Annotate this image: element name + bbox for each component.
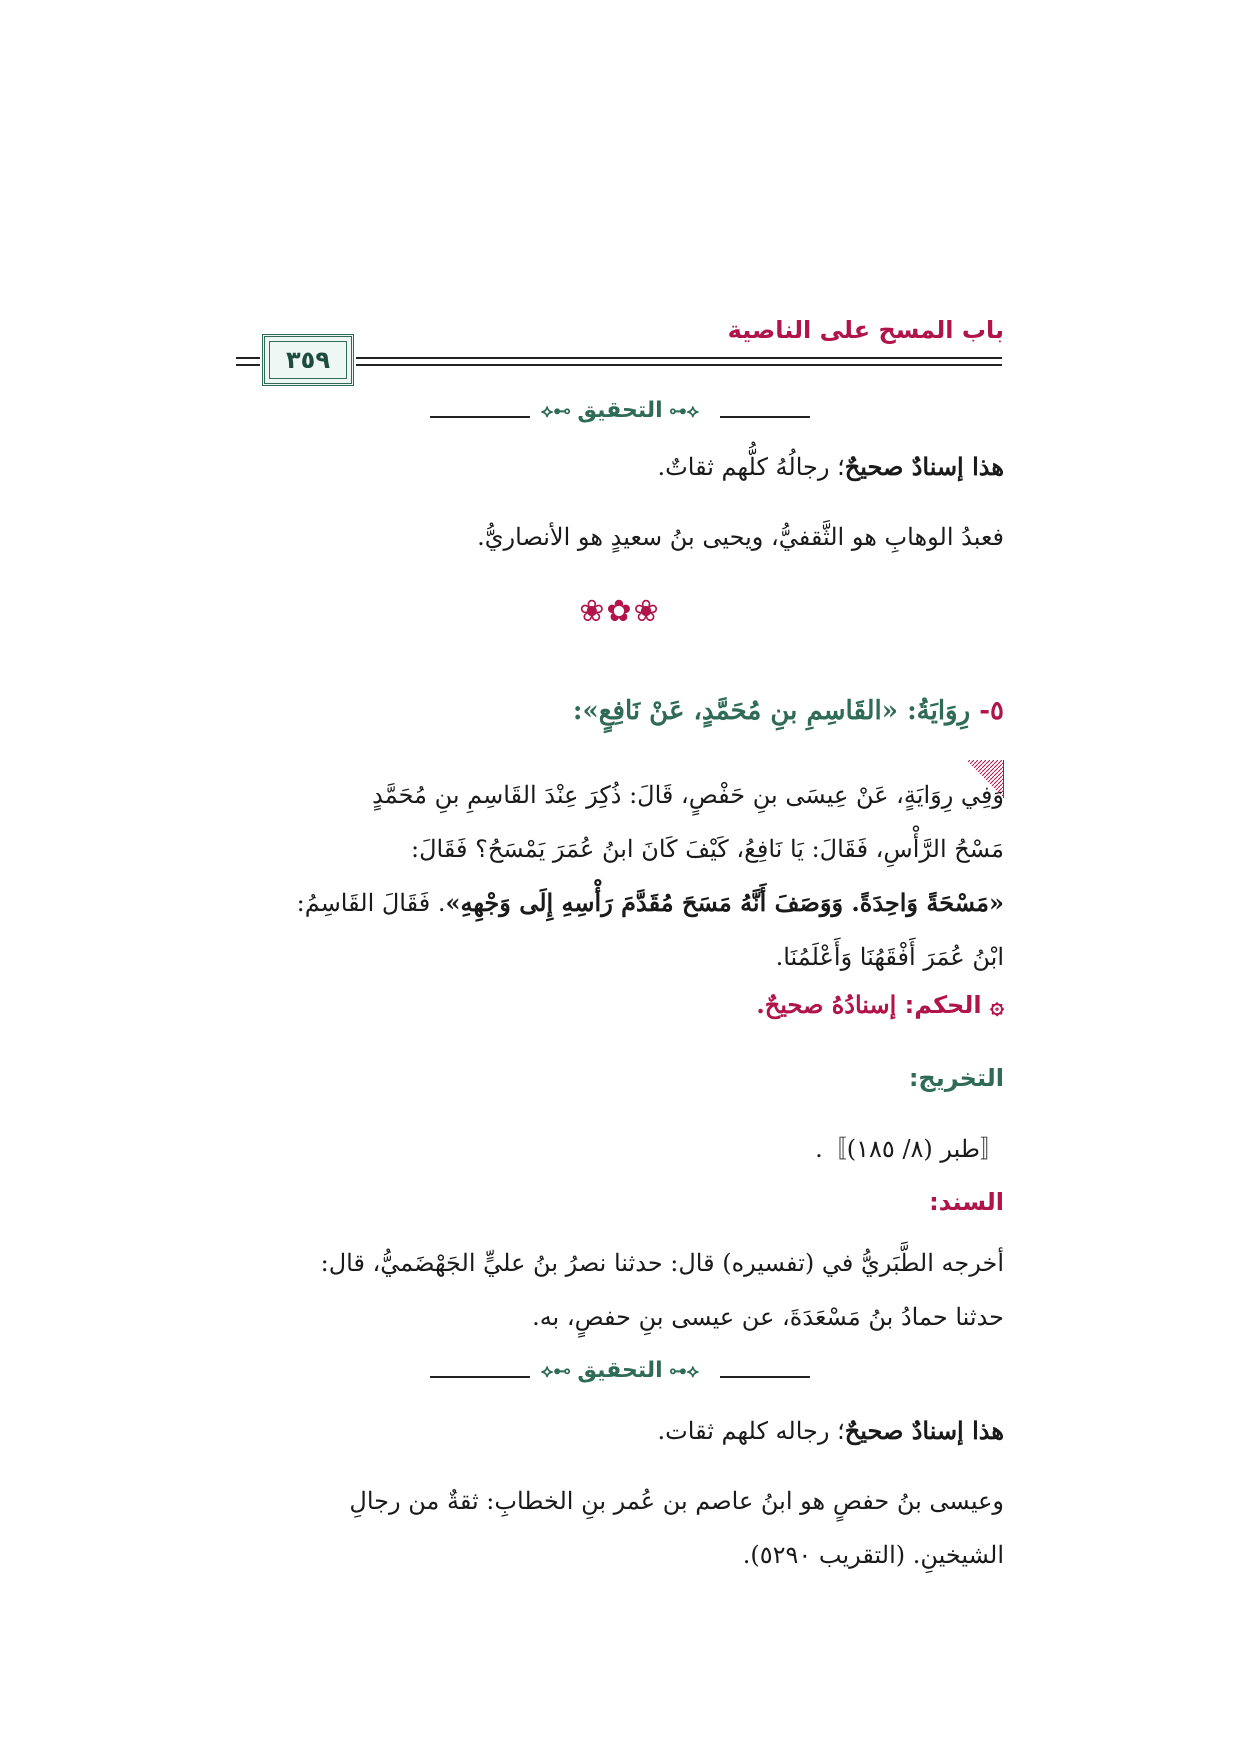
narration-line-4: ابْنُ عُمَرَ أَفْقَهُنَا وَأَعْلَمُنَا.: [775, 943, 1004, 971]
narration-number: ٥-: [979, 696, 1004, 726]
verdict-bold: هذا إسنادٌ صحيحٌ: [844, 452, 1004, 481]
page-number: ٣٥٩: [286, 346, 330, 374]
narration-line-3: «مَسْحَةً وَاحِدَةً. وَوَصَفَ أَنَّهُ مَسَحَ مُقَدَّمَ رَأْسِهِ إِلَى وَجْهِهِ». فَقَالَ القَاسِمُ:: [296, 888, 1004, 917]
narrator-note-line-1: وعيسى بنُ حفصٍ هو ابنُ عاصم بن عُمر بنِ الخطابِ: ثقةٌ من رجالِ: [349, 1487, 1004, 1515]
verdict-paragraph-2: هذا إسنادٌ صحيحٌ؛ رجاله كلهم ثقات.: [657, 1416, 1004, 1445]
narrators-paragraph: [234, 510, 1004, 564]
narrator-note-line-2: الشيخينِ. (التقريب ٥٢٩٠).: [742, 1541, 1004, 1569]
narration-heading: [573, 696, 1004, 726]
narration-quote: «مَسْحَةً وَاحِدَةً. وَوَصَفَ أَنَّهُ مَسَحَ مُقَدَّمَ رَأْسِهِ إِلَى وَجْهِهِ»: [445, 888, 1004, 917]
narrators-text: فعبدُ الوهابِ هو الثَّقفيُّ، ويحيى بنُ سعيدٍ هو الأنصاريُّ.: [477, 523, 1004, 551]
ruling-label: الحكم:: [904, 991, 982, 1019]
verdict-paragraph: [234, 440, 1004, 494]
verdict-rest: ؛ رجالُهُ كلُّهم ثقاتٌ.: [657, 453, 845, 481]
verdict-bold-2: هذا إسنادٌ صحيحٌ: [844, 1416, 1004, 1445]
narration-line-1: وَفِي رِوَايَةٍ، عَنْ عِيسَى بنِ حَفْصٍ، قَالَ: ذُكِرَ عِنْدَ القَاسِمِ بنِ مُحَمَّدٍ: [372, 781, 1004, 809]
floral-ornament: ❀✿❀: [579, 594, 661, 629]
page-number-box: [262, 334, 354, 386]
ruling-value: إسنادُهُ صحيحٌ.: [756, 990, 897, 1019]
tahqiq-divider-2: ⟡⊷ التحقيق ⊶⟡: [0, 1358, 1240, 1394]
narrator-note: [234, 1474, 1004, 1582]
tahqiq-label: التحقيق: [577, 398, 663, 423]
header-rule-bottom: [356, 364, 1002, 366]
sanad-line-1: أخرجه الطَّبَريُّ في (تفسيره) قال: حدثنا نصرُ بنُ عليٍّ الجَهْضَميُّ، قال:: [320, 1249, 1004, 1277]
header-rule-top: [356, 357, 1002, 359]
narration-title: رِوَايَةُ: «القَاسِمِ بنِ مُحَمَّدٍ، عَنْ نَافِعٍ»:: [572, 696, 971, 726]
sanad-text: [234, 1236, 1004, 1344]
takhrij-label: التخريج:: [908, 1064, 1004, 1092]
ruling-line: [756, 990, 1004, 1019]
narration-text: [234, 768, 1004, 984]
tahqiq-label-2: التحقيق: [577, 1358, 663, 1383]
ruling-icon: ۞: [989, 991, 1004, 1019]
sanad-label: السند:: [929, 1188, 1004, 1216]
narration-line-2: مَسْحُ الرَّأْسِ، فَقَالَ: يَا نَافِعُ، كَيْفَ كَانَ ابنُ عُمَرَ يَمْسَحُ؟ فَقَالَ:: [411, 835, 1004, 863]
tahqiq-divider: ⟡⊷ التحقيق ⊶⟡: [0, 398, 1240, 434]
header-rule-left-top: [236, 357, 260, 359]
chapter-title: باب المسح على الناصية: [727, 316, 1004, 344]
sanad-line-2: حدثنا حمادُ بنُ مَسْعَدَةَ، عن عيسى بنِ حفصٍ، به.: [532, 1303, 1004, 1331]
takhrij-reference: 〚طبر (٨/ ١٨٥)〛.: [815, 1135, 1004, 1163]
header-rule-left-bottom: [236, 364, 260, 366]
